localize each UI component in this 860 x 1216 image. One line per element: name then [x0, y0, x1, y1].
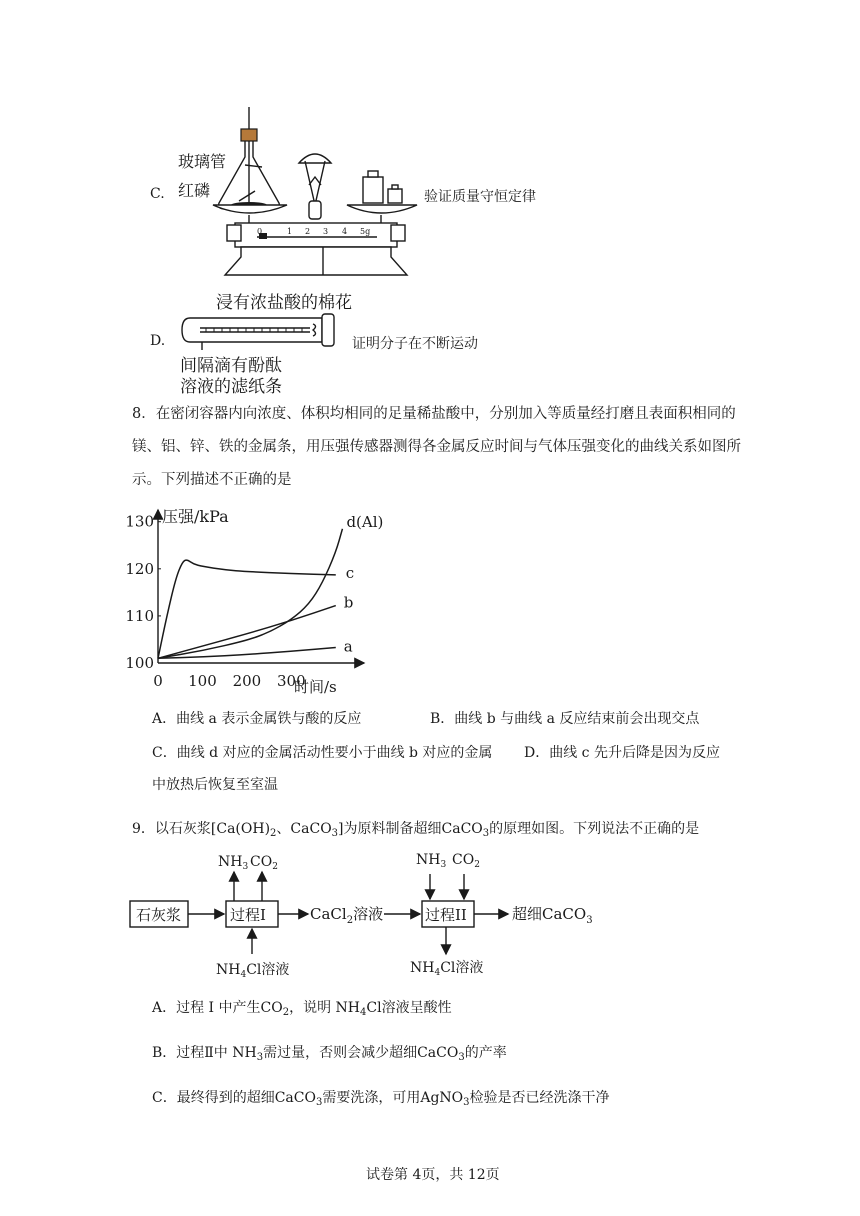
flow-out1-nh3: $NH_3$	[218, 854, 249, 872]
flow-out2: $NH_4Cl$溶液	[410, 960, 484, 978]
series-line-c	[158, 560, 336, 658]
scale-tick-3: 3	[323, 227, 329, 236]
y-tick-label: 110	[125, 606, 154, 625]
flow-in1: $NH_4Cl$溶液	[216, 962, 290, 980]
flow-in2-nh3: $NH_3$	[416, 852, 447, 870]
q8-option-b: B．曲线 b 与曲线 a 反应结束前会出现交点	[430, 711, 700, 727]
y-axis-label: 压强/kPa	[162, 507, 229, 526]
option-c-letter: C.	[150, 186, 165, 202]
x-tick-label: 200	[232, 672, 262, 690]
flow-proc2-label: 过程II	[425, 906, 467, 924]
balance-apparatus-figure	[205, 105, 420, 285]
series-line-dAl	[158, 529, 342, 659]
flow-proc1-label: 过程I	[230, 906, 266, 924]
x-tick-label: 300	[277, 672, 306, 690]
q9-stem: 9．以石灰浆[$Ca(OH)_2$、CaCO$_3$]为原料制备超细CaCO$_3$的原理如图。下列说法不正确的是	[132, 821, 700, 839]
test-tube-figure	[180, 308, 350, 350]
x-axis-label: 时间/s	[294, 678, 337, 696]
x-tick-label: 100	[188, 672, 217, 690]
scale-tick-0: 0	[257, 227, 263, 236]
flow-mid: CaCl$_2$溶液	[310, 905, 384, 926]
label-cotton: 浸有浓盐酸的棉花	[216, 293, 352, 313]
flow-start-label: 石灰浆	[136, 906, 182, 924]
q9-option-b: B．过程Ⅱ中 $NH_3$需过量，否则会减少超细CaCO$_3$的产率	[152, 1045, 507, 1063]
page-footer: 试卷第 4页，共 12页	[366, 1167, 500, 1183]
scale-tick-1: 1	[287, 227, 293, 236]
series-label-dAl: d(Al)	[346, 512, 384, 531]
series-label-b: b	[343, 593, 354, 612]
option-c-description: 验证质量守恒定律	[424, 189, 536, 205]
series-line-a	[158, 647, 336, 658]
label-strip-line-1: 间隔滴有酚酞	[180, 356, 282, 376]
flow-product: 超细CaCO$_3$	[512, 905, 593, 926]
weight-large-icon	[363, 177, 383, 203]
option-d-description: 证明分子在不断运动	[352, 336, 478, 352]
series-label-c: c	[345, 563, 355, 582]
process-flow-diagram	[126, 842, 616, 982]
pressure-time-chart	[120, 500, 384, 696]
y-tick-label: 100	[125, 654, 154, 672]
stopper-icon	[241, 129, 257, 141]
q9-option-c: C．最终得到的超细CaCO$_3$需要洗涤，可用AgNO$_3$检验是否已经洗涤干净	[152, 1090, 610, 1108]
y-tick-label: 130	[125, 512, 154, 531]
label-strip-line-2: 溶液的滤纸条	[180, 377, 282, 397]
q8-stem: 8．在密闭容器内向浓度、体积均相同的足量稀盐酸中，分别加入等质量经打磨且表面积相同的镁、铝、锌、铁的金属条，用压强传感器测得各金属反应时间与气体压强变化的曲线关系如图所示。下列描述不正确的是	[132, 406, 741, 488]
q8-option-d-line2: 中放热后恢复至室温	[152, 777, 278, 793]
label-glass-tube: 玻璃管	[178, 152, 227, 171]
flow-out1-co2: $CO_2$	[250, 854, 278, 872]
q8-option-a: A．曲线 a 表示金属铁与酸的反应	[152, 711, 362, 727]
option-d-letter: D.	[150, 333, 166, 349]
scale-tick-2: 2	[305, 227, 311, 236]
flow-in2-co2: $CO_2$	[452, 852, 480, 870]
scale-tick-4: 4	[342, 227, 348, 236]
label-red-phosphorus: 红磷	[178, 181, 211, 200]
q8-option-c: C．曲线 d 对应的金属活动性要小于曲线 b 对应的金属	[152, 745, 493, 761]
scale-tick-5g: 5g	[360, 227, 371, 236]
y-tick-label: 120	[125, 559, 154, 578]
x-tick-label: 0	[153, 672, 163, 690]
series-label-a: a	[343, 637, 353, 656]
weight-small-icon	[388, 189, 402, 203]
q9-option-a: A．过程 I 中产生$CO_2$，说明 $NH_4Cl$溶液呈酸性	[152, 1000, 452, 1018]
q8-option-d-line1: D．曲线 c 先升后降是因为反应	[524, 745, 720, 761]
